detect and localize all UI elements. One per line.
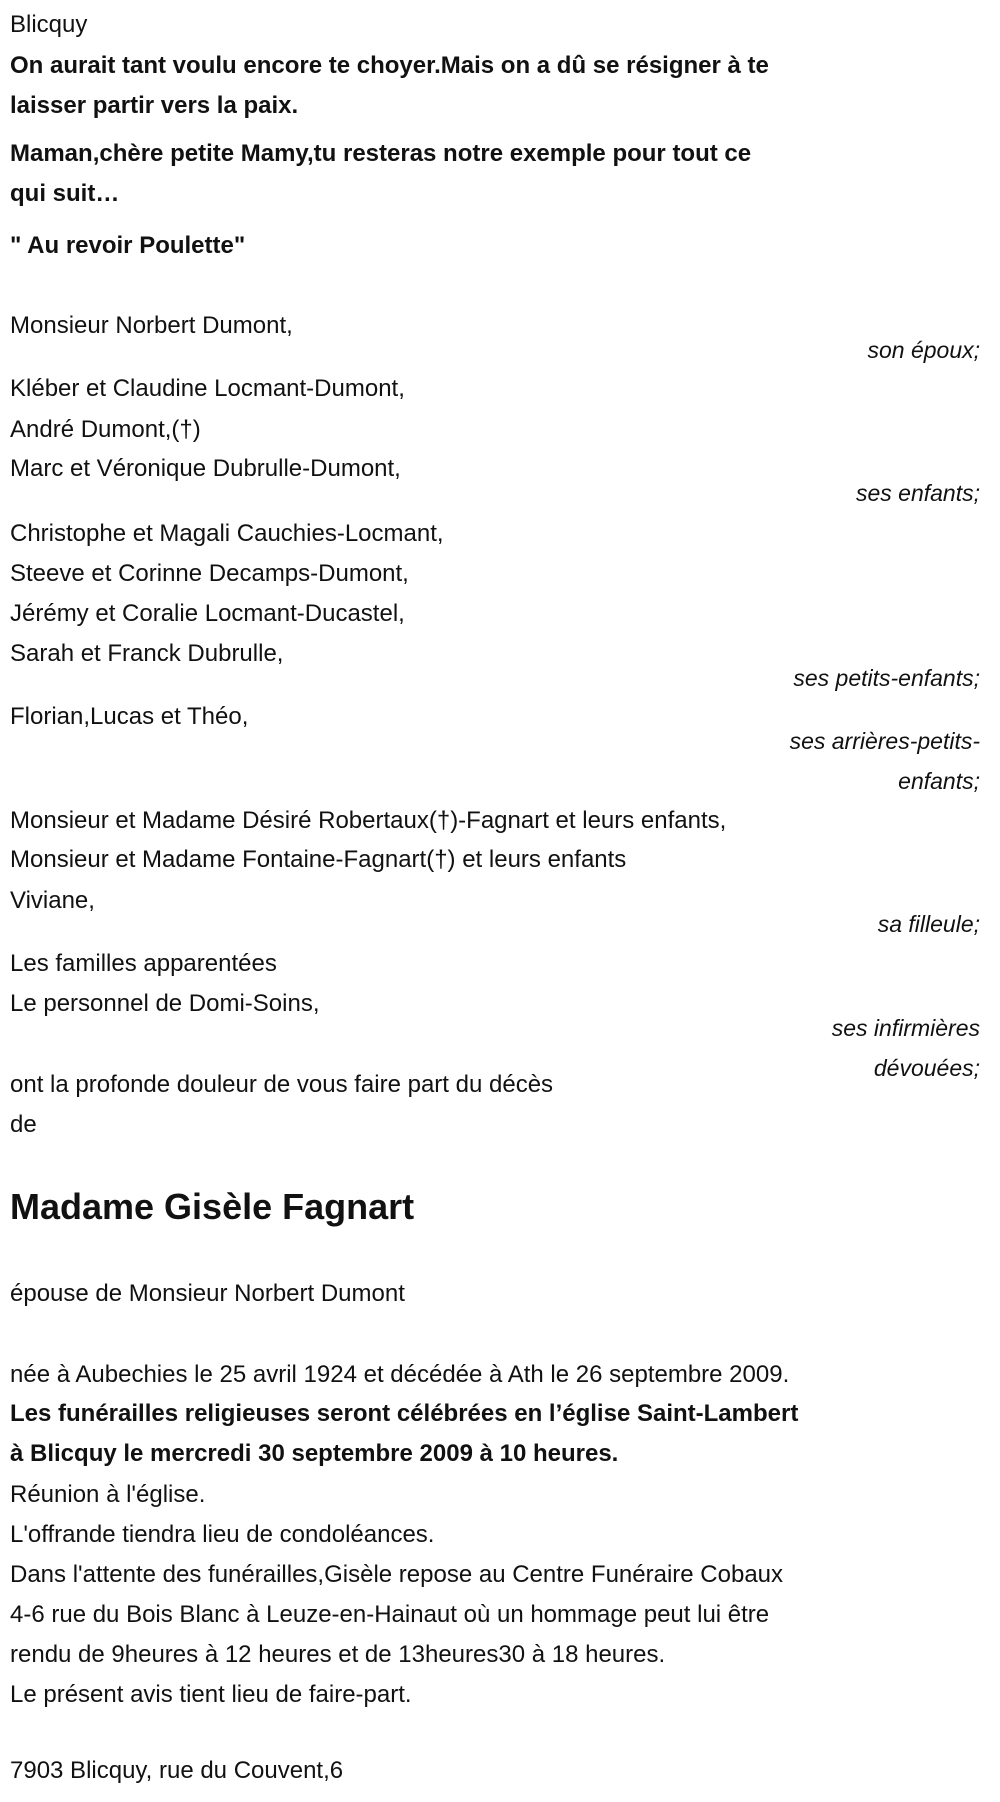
intro-line: laisser partir vers la paix.: [10, 92, 299, 119]
intro-line: On aurait tant voulu encore te choyer.Mais on a dû se résigner à te: [10, 52, 769, 79]
family-name: Marc et Véronique Dubrulle-Dumont,: [10, 455, 401, 482]
relation: ses infirmières: [831, 1015, 980, 1041]
family-name: Sarah et Franck Dubrulle,: [10, 640, 284, 667]
birth-death: née à Aubechies le 25 avril 1924 et décédée à Ath le 26 septembre 2009.: [10, 1361, 790, 1388]
family-name: Monsieur et Madame Fontaine-Fagnart(†) et leurs enfants: [10, 846, 627, 873]
family-name: Monsieur Norbert Dumont,: [10, 312, 293, 339]
intro-line: Maman,chère petite Mamy,tu resteras notre exemple pour tout ce: [10, 140, 752, 167]
announce-line: ont la profonde douleur de vous faire part du décès: [10, 1071, 554, 1098]
detail-line: rendu de 9heures à 12 heures et de 13heures30 à 18 heures.: [10, 1641, 666, 1668]
detail-line: 4-6 rue du Bois Blanc à Leuze-en-Hainaut où un hommage peut lui être: [10, 1601, 770, 1628]
place: Blicquy: [10, 11, 88, 38]
family-name: Monsieur et Madame Désiré Robertaux(†)-Fagnart et leurs enfants,: [10, 807, 727, 834]
spouse-line: épouse de Monsieur Norbert Dumont: [10, 1280, 405, 1307]
family-name: Viviane,: [10, 887, 95, 914]
funeral-line: Les funérailles religieuses seront célébrées en l’église Saint-Lambert: [10, 1400, 799, 1427]
intro-line: qui suit…: [10, 180, 120, 207]
address: 7903 Blicquy, rue du Couvent,6: [10, 1757, 344, 1784]
family-name: Le personnel de Domi-Soins,: [10, 990, 320, 1017]
family-name: Jérémy et Coralie Locmant-Ducastel,: [10, 600, 405, 627]
family-name: Kléber et Claudine Locmant-Dumont,: [10, 375, 405, 402]
relation: son époux;: [867, 337, 980, 363]
detail-line: L'offrande tiendra lieu de condoléances.: [10, 1521, 435, 1548]
family-name: Les familles apparentées: [10, 950, 277, 977]
deceased-name: Madame Gisèle Fagnart: [10, 1186, 415, 1227]
announce-line: de: [10, 1111, 37, 1138]
detail-line: Réunion à l'église.: [10, 1481, 206, 1508]
relation: sa filleule;: [877, 911, 980, 937]
relation: ses petits-enfants;: [793, 665, 980, 691]
relation: enfants;: [898, 768, 980, 794]
farewell: " Au revoir Poulette": [10, 232, 246, 259]
family-name: Christophe et Magali Cauchies-Locmant,: [10, 520, 444, 547]
relation: ses arrières-petits-: [789, 728, 980, 754]
family-name: Florian,Lucas et Théo,: [10, 703, 249, 730]
detail-line: Le présent avis tient lieu de faire-part.: [10, 1681, 412, 1708]
family-name: Steeve et Corinne Decamps-Dumont,: [10, 560, 409, 587]
detail-line: Dans l'attente des funérailles,Gisèle repose au Centre Funéraire Cobaux: [10, 1561, 784, 1588]
family-name: André Dumont,(†): [10, 416, 201, 443]
funeral-line: à Blicquy le mercredi 30 septembre 2009 à 10 heures.: [10, 1440, 619, 1467]
relation: ses enfants;: [855, 480, 980, 506]
relation: dévouées;: [873, 1055, 980, 1081]
